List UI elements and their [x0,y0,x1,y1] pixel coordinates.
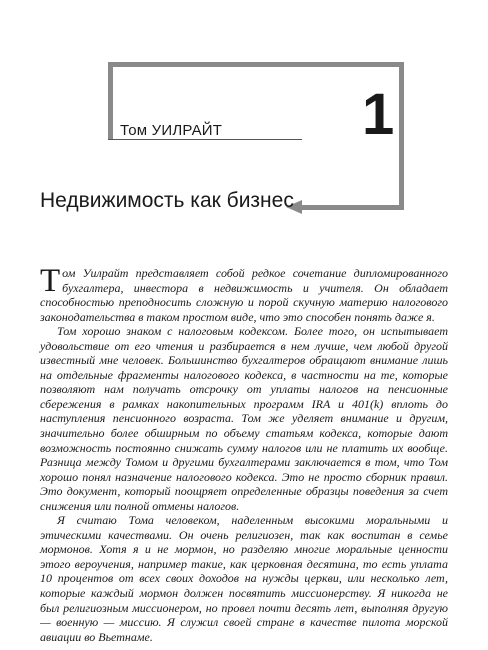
paragraph-3: Я считаю Тома человеком, наделенным высокими моральными и этическими качествами. Он очень религиозен, так как воспитан в семье мормонов. Хотя я и не мормон, но разделяю многие моральные ценности этого вероучения, например такие, как церковная десятина, то есть уплата 10 процентов от всех своих доходов на нужды церкви, или несколько лет, которые каждый мормон должен посвятить миссионерству. Я никогда не был религиозным миссионером, но провел почти десять лет, выполняя другую — военную — миссию. Я служил своей стране в качестве пилота морской авиации во Вьетнаме. [40,513,448,644]
frame-top-rule [108,62,404,67]
author-underline [108,139,302,140]
paragraph-1 [40,263,448,324]
frame-bottom-rule [300,205,404,210]
paragraph-2: Том хорошо знаком с налоговым кодексом. Более того, он испытывает удовольствие от его чтения и разбирается в нем лучше, чем любой другой известный мне человек. Большинство бухгалтеров обращают внимание лишь на отдельные фрагменты налогового кодекса, в частности на те, которые позволяют нам получать отсрочку от уплаты налогов на пенсионные сбережения в рамках накопительных программ IRA и 401(k) вплоть до наступления пенсионного возраста. Том же уделяет внимание и другим, значительно более обширным по объему статьям кодекса, которые дают возможность постоянно снижать сумму налогов или не платить их вообще. Разница между Томом и другими бухгалтерами заключается в том, что Том хорошо понял назначение налогового кодекса. Это не просто сборник правил. Это документ, который поощряет определенные образцы поведения за счет снижения или полной отмены налогов. [40,324,448,513]
paragraph-1-text: ом Уилрайт представляет собой редкое сочетание дипломированного бухгалтера, инвестора в недвижимость и учителя. Он обладает способностью преподносить сложную и порой скучную материю налогового законодательства в таком простом виде, что это способен понять даже я. [40,266,448,324]
frame-right-rule [399,62,404,210]
chapter-number: 1 [362,82,395,147]
chapter-author: Том УИЛРАЙТ [120,122,223,139]
frame-left-rule [108,62,113,139]
chapter-title: Недвижимость как бизнес [40,189,294,212]
drop-cap: Т [40,263,61,299]
chapter-body [40,263,448,644]
